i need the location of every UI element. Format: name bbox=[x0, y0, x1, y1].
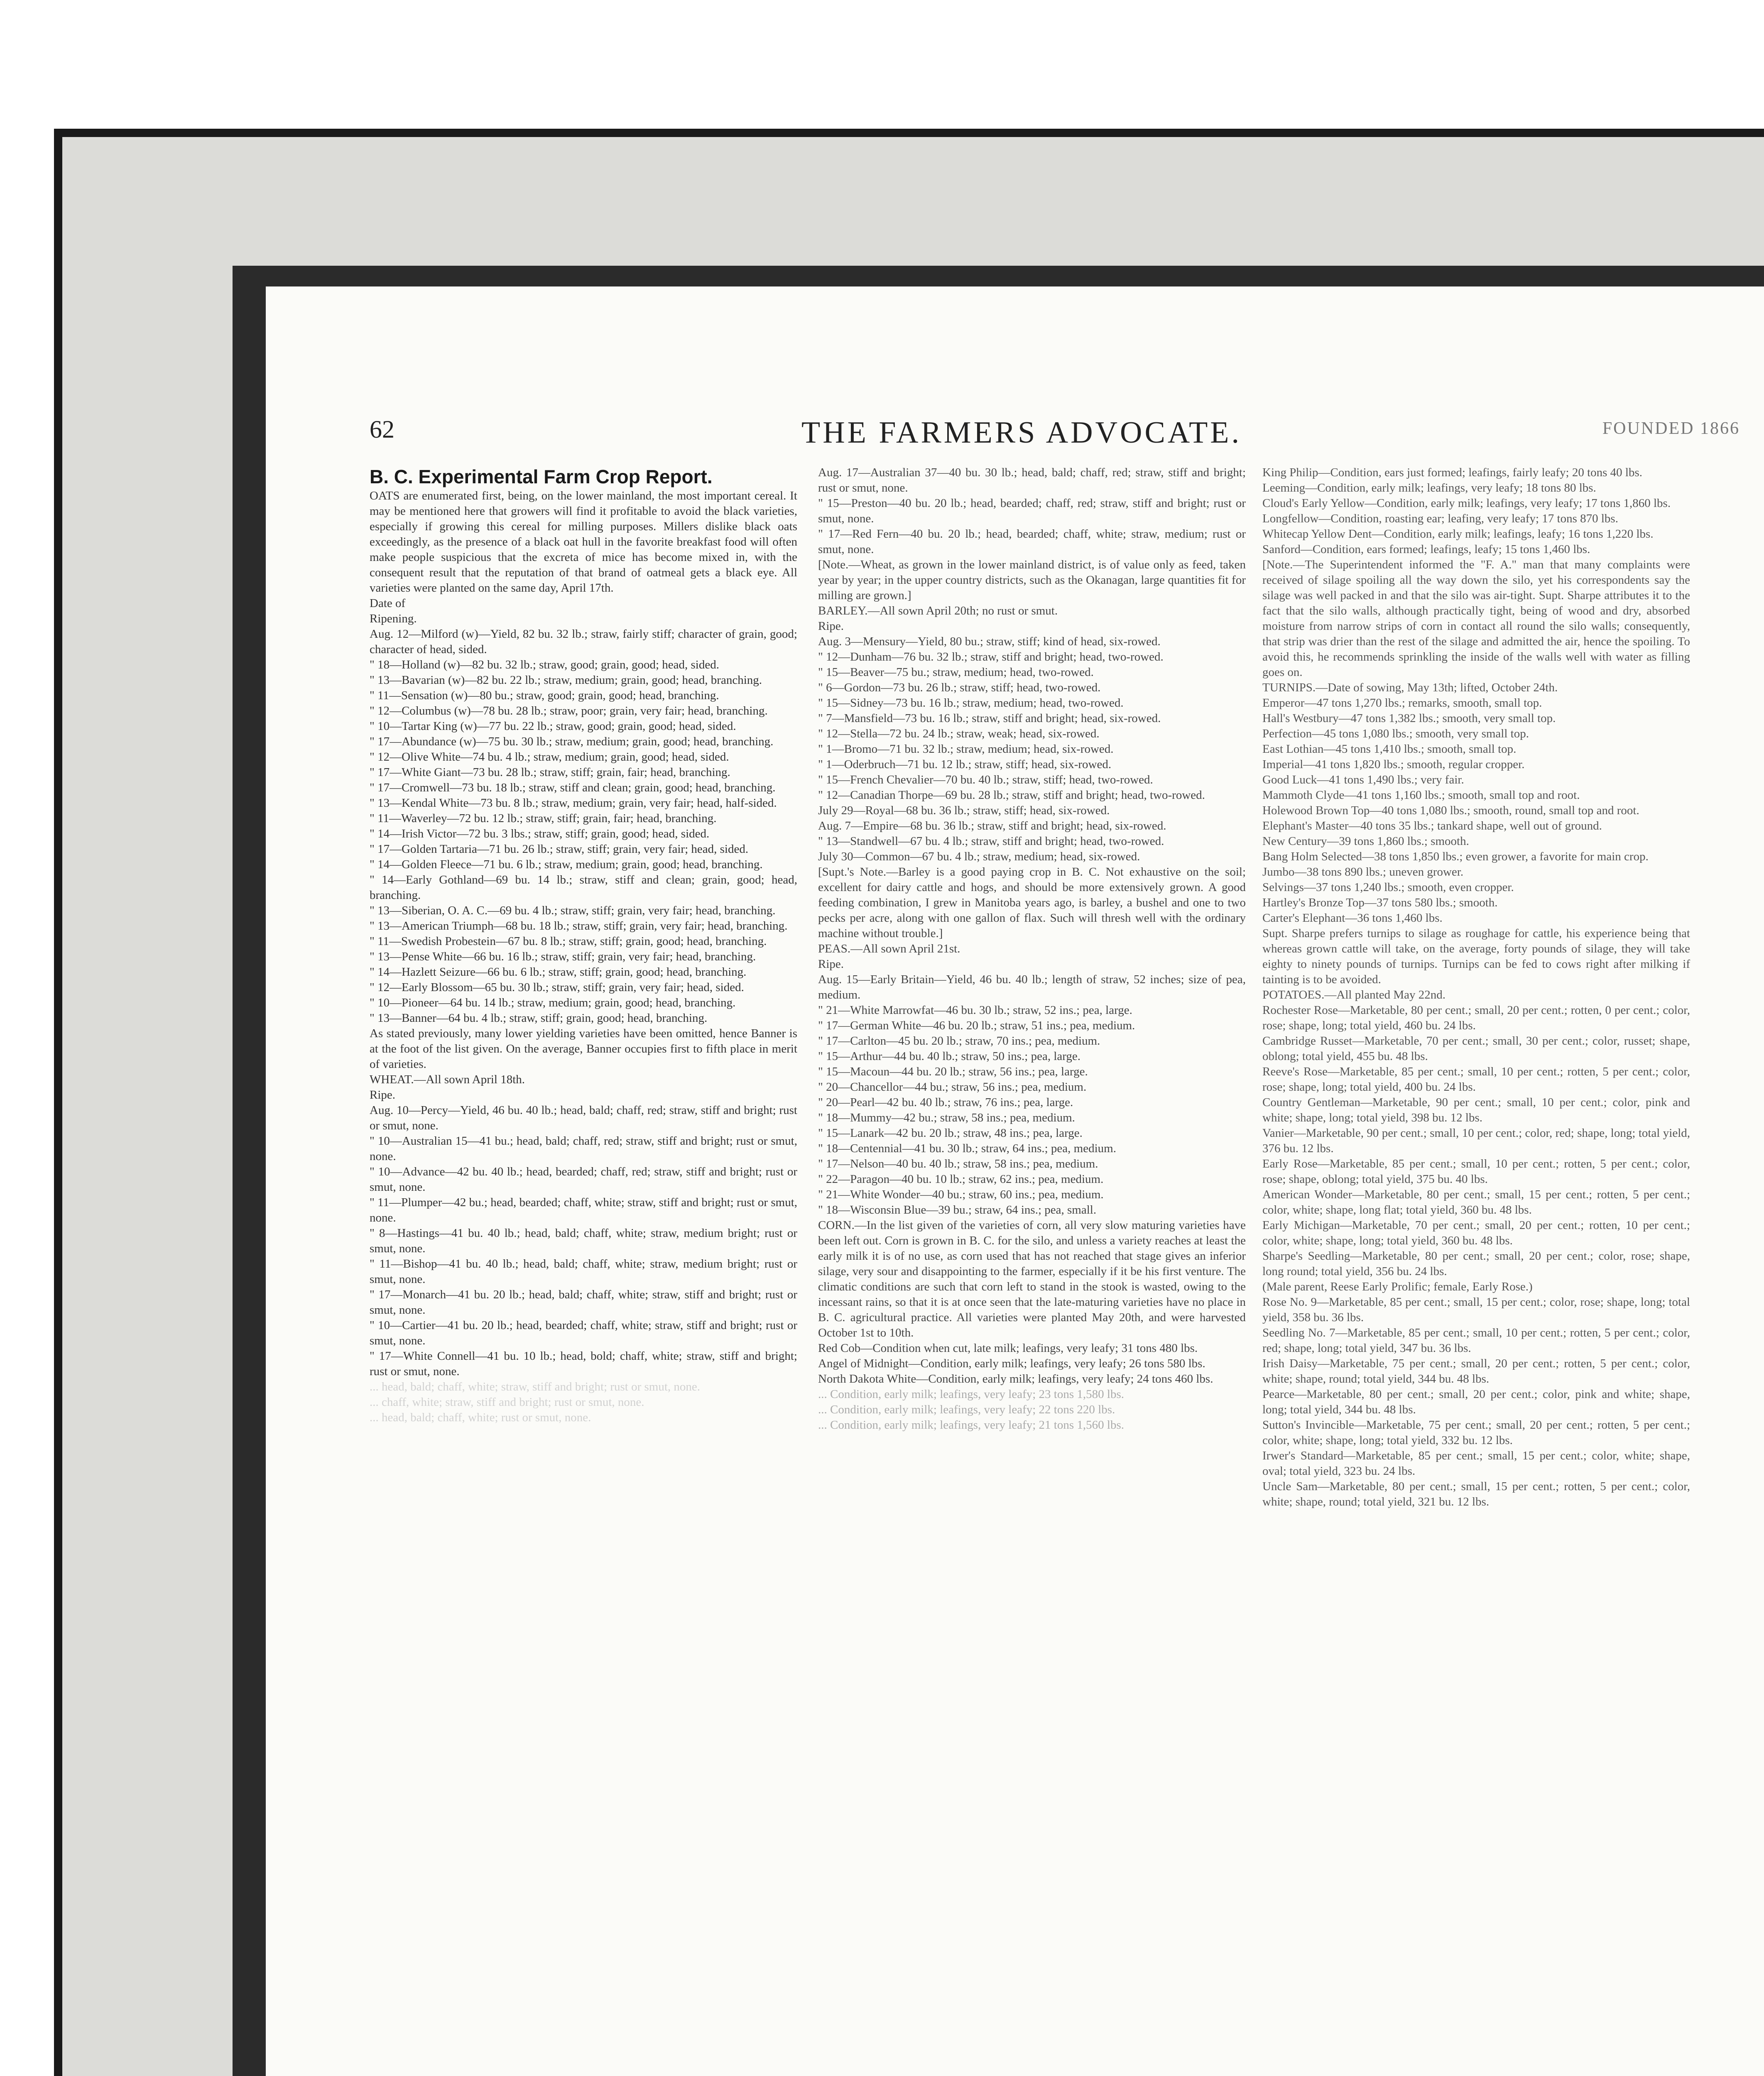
article-title: B. C. Experimental Farm Crop Report. bbox=[370, 466, 713, 487]
page-number: 62 bbox=[370, 416, 394, 443]
wheat-note: [Note.—Wheat, as grown in the lower mainland district, is of value only as feed, taken year by year; in the upper country districts, such as the Okanagan, large quantities fit for milling are grown.] bbox=[818, 558, 1246, 602]
corn-note: [Note.—The Superintendent informed the "F. A." man that many complaints were received of silage spoiling all the way down the silo, yet his correspondents say the silage was well packed in and that the silo was air-tight. Supt. Sharpe attributes it to the fact that the silo walls, although practically tight, being of wood and dry, absorbed moisture from narrow strips of corn in contact all round the silo walls; consequently, that strip was drier than the rest of the silage and admitted the air, hence the spoiling. To avoid this, he recommends sprinkling the inside of the walls well with water as filling goes on. bbox=[1262, 558, 1690, 679]
page-header bbox=[370, 415, 1740, 453]
wheat-heading: WHEAT.—All sown April 18th. Ripe. bbox=[370, 1073, 525, 1102]
column-1 bbox=[370, 465, 797, 1425]
wheat-list: Aug. 10—Percy—Yield, 46 bu. 40 lb.; head, bald; chaff, red; straw, stiff and bright; rust or smut, none. " 10—Australian 15—41 bu.; head, bald; chaff, red; straw, stiff and bright; rust or smut, none. " 10—Advance—42 bu. 40 lb.; head, bearded; chaff, red; straw, stiff and bright; rust or smut, none. " 11—Plumper—42 bu.; head, bearded; chaff, white; straw, stiff and bright; rust or smut, none. " 8—Hastings—41 bu. 40 lb.; head, bald; chaff, white; straw, medium bright; rust or smut, none. " 11—Bishop—41 bu. 40 lb.; head, bald; chaff, white; straw, medium bright; rust or smut, none. " 17—Monarch—41 bu. 20 lb.; head, bald; chaff, white; straw, stiff and bright; rust or smut, none. " 10—Cartier—41 bu. 20 lb.; head, bearded; chaff, white; straw, stiff and bright; rust or smut, none. " 17—White Connell—41 bu. 10 lb.; head, bold; chaff, white; straw, stiff and bright; rust or smut, none. bbox=[370, 1104, 797, 1378]
column-3 bbox=[1262, 465, 1690, 1510]
wheat-list-continued: Aug. 17—Australian 37—40 bu. 30 lb.; head, bald; chaff, red; straw, stiff and bright; rust or smut, none. " 15—Preston—40 bu. 20 lb.; head, bearded; chaff, red; straw, stiff and bright; rust or smut, none. " 17—Red Fern—40 bu. 20 lb.; head, bearded; chaff, white; straw, medium; rust or smut, none. bbox=[818, 466, 1246, 556]
corn-faint-text: ... Condition, early milk; leafings, very leafy; 23 tons 1,580 lbs. ... Condition, early milk; leafings, very leafy; 22 tons 220 lbs. ... Condition, early milk; leafings, very leafy; 21 tons 1,560 lbs. bbox=[818, 1388, 1124, 1432]
potatoes-list: Rochester Rose—Marketable, 80 per cent.; small, 20 per cent.; rotten, 0 per cent.; color, rose; shape, long; total yield, 460 bu. 24 lbs. Cambridge Russet—Marketable, 70 per cent.; small, 30 per cent.; color, russet; shape, oblong; total yield, 455 bu. 48 lbs. Reeve's Rose—Marketable, 85 per cent.; small, 10 per cent.; rotten, 5 per cent.; color, rose; shape, long; total yield, 400 bu. 24 lbs. Country Gentleman—Marketable, 90 per cent.; small, 10 per cent.; color, pink and white; shape, long; total yield, 398 bu. 12 lbs. Vanier—Marketable, 90 per cent.; small, 10 per cent.; color, red; shape, long; total yield, 376 bu. 12 lbs. Early Rose—Marketable, 85 per cent.; small, 10 per cent.; rotten, 5 per cent.; color, rose; shape, oblong; total yield, 375 bu. 40 lbs. American Wonder—Marketable, 80 per cent.; small, 15 per cent.; rotten, 5 per cent.; color, white; shape, long flat; total yield, 360 bu. 48 lbs. Early Michigan—Marketable, 70 per cent.; small, 20 per cent.; rotten, 10 per cent.; color, white; shape, long; total yield, 360 bu. 48 lbs. Sharpe's Seedling—Marketable, 80 per cent.; small, 20 per cent.; color, rose; shape, long round; total yield, 356 bu. 24 lbs. (Male parent, Reese Early Prolific; female, Early Rose.) Rose No. 9—Marketable, 85 per cent.; small, 15 per cent.; color, rose; shape, long; total yield, 358 bu. 36 lbs. Seedling No. 7—Marketable, 85 per cent.; small, 10 per cent.; rotten, 5 per cent.; color, red; shape, long; total yield, 347 bu. 36 lbs. Irish Daisy—Marketable, 75 per cent.; small, 20 per cent.; rotten, 5 per cent.; color, white; shape, round; total yield, 344 bu. 48 lbs. Pearce—Marketable, 80 per cent.; small, 20 per cent.; color, pink and white; shape, long; total yield, 344 bu. 48 lbs. Sutton's Invincible—Marketable, 75 per cent.; small, 20 per cent.; rotten, 5 per cent.; color, white; shape, long; total yield, 332 bu. 12 lbs. Irwer's Standard—Marketable, 85 per cent.; small, 15 per cent.; color, white; shape, oval; total yield, 323 bu. 24 lbs. Uncle Sam—Marketable, 80 per cent.; small, 15 per cent.; rotten, 5 per cent.; color, white; shape, round; total yield, 321 bu. 12 lbs. bbox=[1262, 1004, 1690, 1508]
barley-note: [Supt.'s Note.—Barley is a good paying crop in B. C. Not exhaustive on the soil; excellent for dairy cattle and hogs, and should be more extensively grown. A good feeding combination, I grew in Manitoba years ago, is barley, a bushel and one to two pecks per acre, along with one gallon of flax. Such will thresh well with the ordinary machine without trouble.] bbox=[818, 865, 1246, 940]
peas-list: Aug. 15—Early Britain—Yield, 46 bu. 40 lb.; length of straw, 52 inches; size of pea, medium. " 21—White Marrowfat—46 bu. 30 lb.; straw, 52 ins.; pea, large. " 17—German White—46 bu. 20 lb.; straw, 51 ins.; pea, medium. " 17—Carlton—45 bu. 20 lb.; straw, 70 ins.; pea, medium. " 15—Arthur—44 bu. 40 lb.; straw, 50 ins.; pea, large. " 15—Macoun—44 bu. 20 lb.; straw, 56 ins.; pea, large. " 20—Chancellor—44 bu.; straw, 56 ins.; pea, medium. " 20—Pearl—42 bu. 40 lb.; straw, 76 ins.; pea, large. " 18—Mummy—42 bu.; straw, 58 ins.; pea, medium. " 15—Lanark—42 bu. 20 lb.; straw, 48 ins.; pea, large. " 18—Centennial—41 bu. 30 lb.; straw, 64 ins.; pea, medium. " 17—Nelson—40 bu. 40 lb.; straw, 58 ins.; pea, medium. " 22—Paragon—40 bu. 10 lb.; straw, 62 ins.; pea, medium. " 21—White Wonder—40 bu.; straw, 60 ins.; pea, medium. " 18—Wisconsin Blue—39 bu.; straw, 64 ins.; pea, small. bbox=[818, 973, 1246, 1217]
turnips-note: Supt. Sharpe prefers turnips to silage as roughage for cattle, his experience being that whereas grown cattle will take, on the average, forty pounds of silage, they will take eighty to ninety pounds of turnips. Turnips can be fed to cows right after milking if tainting is to be avoided. bbox=[1262, 927, 1690, 986]
founded-note: FOUNDED 1866 bbox=[1602, 419, 1740, 438]
wheat-faint-text: ... head, bald; chaff, white; straw, stiff and bright; rust or smut, none. ... chaff, white; straw, stiff and bright; rust or smut, none. ... head, bald; chaff, white; rust or smut, none. bbox=[370, 1380, 700, 1424]
corn-intro: CORN.—In the list given of the varieties of corn, all very slow maturing varieties have been left out. Corn is grown in B. C. for the silo, and unless a variety reaches at least the early milk it is of no use, as corn used that has not reached that stage gives an inferior silage, very sour and disappointing to the farmer, especially if it be his first venture. The climatic conditions are such that corn left to stand in the stook is wasted, owing to the incessant rains, so that it is at once seen that the late-maturing varieties have no place in B. C. agricultural practice. All varieties were planted May 20th, and were harvested October 1st to 10th. bbox=[818, 1219, 1246, 1339]
barley-list: Aug. 3—Mensury—Yield, 80 bu.; straw, stiff; kind of head, six-rowed. " 12—Dunham—76 bu. 32 lb.; straw, stiff and bright; head, two-rowed. " 15—Beaver—75 bu.; straw, medium; head, two-rowed. " 6—Gordon—73 bu. 26 lb.; straw, stiff; head, two-rowed. " 15—Sidney—73 bu. 16 lb.; straw, medium; head, two-rowed. " 7—Mansfield—73 bu. 16 lb.; straw, stiff and bright; head, six-rowed. " 12—Stella—72 bu. 24 lb.; straw, weak; head, six-rowed. " 1—Bromo—71 bu. 32 lb.; straw, medium; head, six-rowed. " 1—Oderbruch—71 bu. 12 lb.; straw, stiff; head, six-rowed. " 15—French Chevalier—70 bu. 40 lb.; straw, stiff; head, two-rowed. " 12—Canadian Thorpe—69 bu. 28 lb.; straw, stiff and bright; head, two-rowed. July 29—Royal—68 bu. 36 lb.; straw, stiff; head, six-rowed. Aug. 7—Empire—68 bu. 36 lb.; straw, stiff and bright; head, six-rowed. " 13—Standwell—67 bu. 4 lb.; straw, stiff and bright; head, two-rowed. July 30—Common—67 bu. 4 lb.; straw, medium; head, six-rowed. bbox=[818, 635, 1205, 863]
turnips-heading: TURNIPS.—Date of sowing, May 13th; lifted, October 24th. bbox=[1262, 681, 1558, 694]
oats-list: Date of Ripening. Aug. 12—Milford (w)—Yield, 82 bu. 32 lb.; straw, fairly stiff; character of grain, good; character of head, sided. " 18—Holland (w)—82 bu. 32 lb.; straw, good; grain, good; head, sided. " 13—Bavarian (w)—82 bu. 22 lb.; straw, medium; grain, good; head, branching. " 11—Sensation (w)—80 bu.; straw, good; grain, good; head, branching. " 12—Columbus (w)—78 bu. 28 lb.; straw, poor; grain, very fair; head, branching. " 10—Tartar King (w)—77 bu. 22 lb.; straw, good; grain, good; head, sided. " 17—Abundance (w)—75 bu. 30 lb.; straw, medium; grain, good; head, branching. " 12—Olive White—74 bu. 4 lb.; straw, medium; grain, good; head, sided. " 17—White Giant—73 bu. 28 lb.; straw, stiff; grain, fair; head, branching. " 17—Cromwell—73 bu. 18 lb.; straw, stiff and clean; grain, good; head, branching. " 13—Kendal White—73 bu. 8 lb.; straw, medium; grain, very fair; head, half-sided. " 11—Waverley—72 bu. 12 lb.; straw, stiff; grain, fair; head, branching. " 14—Irish Victor—72 bu. 3 lbs.; straw, stiff; grain, good; head, sided. " 17—Golden Tartaria—71 bu. 26 lb.; straw, stiff; grain, very fair; head, sided. " 14—Golden Fleece—71 bu. 6 lb.; straw, medium; grain, good; head, branching. " 14—Early Gothland—69 bu. 14 lb.; straw, stiff and clean; grain, good; head, branching. " 13—Siberian, O. A. C.—69 bu. 4 lb.; straw, stiff; grain, very fair; head, branching. " 13—American Triumph—68 bu. 18 lb.; straw, stiff; grain, very fair; head, branching. " 11—Swedish Probestein—67 bu. 8 lb.; straw, stiff; grain, good; head, branching. " 13—Pense White—66 bu. 16 lb.; straw, stiff; grain, very fair; head, branching. " 14—Hazlett Seizure—66 bu. 6 lb.; straw, stiff; grain, good; head, branching. " 12—Early Blossom—65 bu. 30 lb.; straw, stiff; grain, very fair; head, sided. " 10—Pioneer—64 bu. 14 lb.; straw, medium; grain, good; head, branching. " 13—Banner—64 bu. 4 lb.; straw, stiff; grain, good; head, branching. bbox=[370, 597, 797, 1025]
column-2 bbox=[818, 465, 1246, 1433]
turnips-list: Emperor—47 tons 1,270 lbs.; remarks, smooth, small top. Hall's Westbury—47 tons 1,382 lbs.; smooth, very small top. Perfection—45 tons 1,080 lbs.; smooth, very small top. East Lothian—45 tons 1,410 lbs.; smooth, small top. Imperial—41 tons 1,820 lbs.; smooth, regular cropper. Good Luck—41 tons 1,490 lbs.; very fair. Mammoth Clyde—41 tons 1,160 lbs.; smooth, small top and root. Holewood Brown Top—40 tons 1,080 lbs.; smooth, round, small top and root. Elephant's Master—40 tons 35 lbs.; tankard shape, well out of ground. New Century—39 tons 1,860 lbs.; smooth. Bang Holm Selected—38 tons 1,850 lbs.; even grower, a favorite for main crop. Jumbo—38 tons 890 lbs.; uneven grower. Selvings—37 tons 1,240 lbs.; smooth, even cropper. Hartley's Bronze Top—37 tons 580 lbs.; smooth. Carter's Elephant—36 tons 1,460 lbs. bbox=[1262, 696, 1649, 925]
oats-note: As stated previously, many lower yielding varieties have been omitted, hence Banner is at the foot of the list given. On the average, Banner occupies first to fifth place in merit of varieties. bbox=[370, 1027, 797, 1071]
magazine-title: THE FARMERS ADVOCATE. bbox=[801, 416, 1242, 450]
newspaper-page bbox=[266, 286, 1764, 2076]
barley-heading: BARLEY.—All sown April 20th; no rust or smut. Ripe. bbox=[818, 604, 1058, 633]
peas-heading: PEAS.—All sown April 21st. Ripe. bbox=[818, 942, 960, 971]
oats-intro: OATS are enumerated first, being, on the lower mainland, the most important cereal. It may be mentioned here that growers will find it profitable to avoid the black varieties, especially if growing this cereal for milling purposes. Millers dislike black oats exceedingly, as the presence of a black oat hull in the favorite breakfast food will often make people suspicious that the excreta of mice has become mixed in, with the consequent result that the reputation of that brand of oatmeal gets a black eye. All varieties were planted on the same day, April 17th. bbox=[370, 489, 797, 595]
corn-list-continued: King Philip—Condition, ears just formed; leafings, fairly leafy; 20 tons 40 lbs. Leeming—Condition, early milk; leafings, very leafy; 18 tons 80 lbs. Cloud's Early Yellow—Condition, early milk; leafings, very leafy; 17 tons 1,860 lbs. Longfellow—Condition, roasting ear; leafing, very leafy; 17 tons 870 lbs. Whitecap Yellow Dent—Condition, early milk; leafings, leafy; 16 tons 1,220 lbs. Sanford—Condition, ears formed; leafings, leafy; 15 tons 1,460 lbs. bbox=[1262, 466, 1671, 556]
potatoes-heading: POTATOES.—All planted May 22nd. bbox=[1262, 988, 1446, 1001]
corn-list: Red Cob—Condition when cut, late milk; leafings, very leafy; 31 tons 480 lbs. Angel of Midnight—Condition, early milk; leafings, very leafy; 26 tons 580 lbs. North Dakota White—Condition, early milk; leafings, very leafy; 24 tons 460 lbs. bbox=[818, 1342, 1213, 1386]
